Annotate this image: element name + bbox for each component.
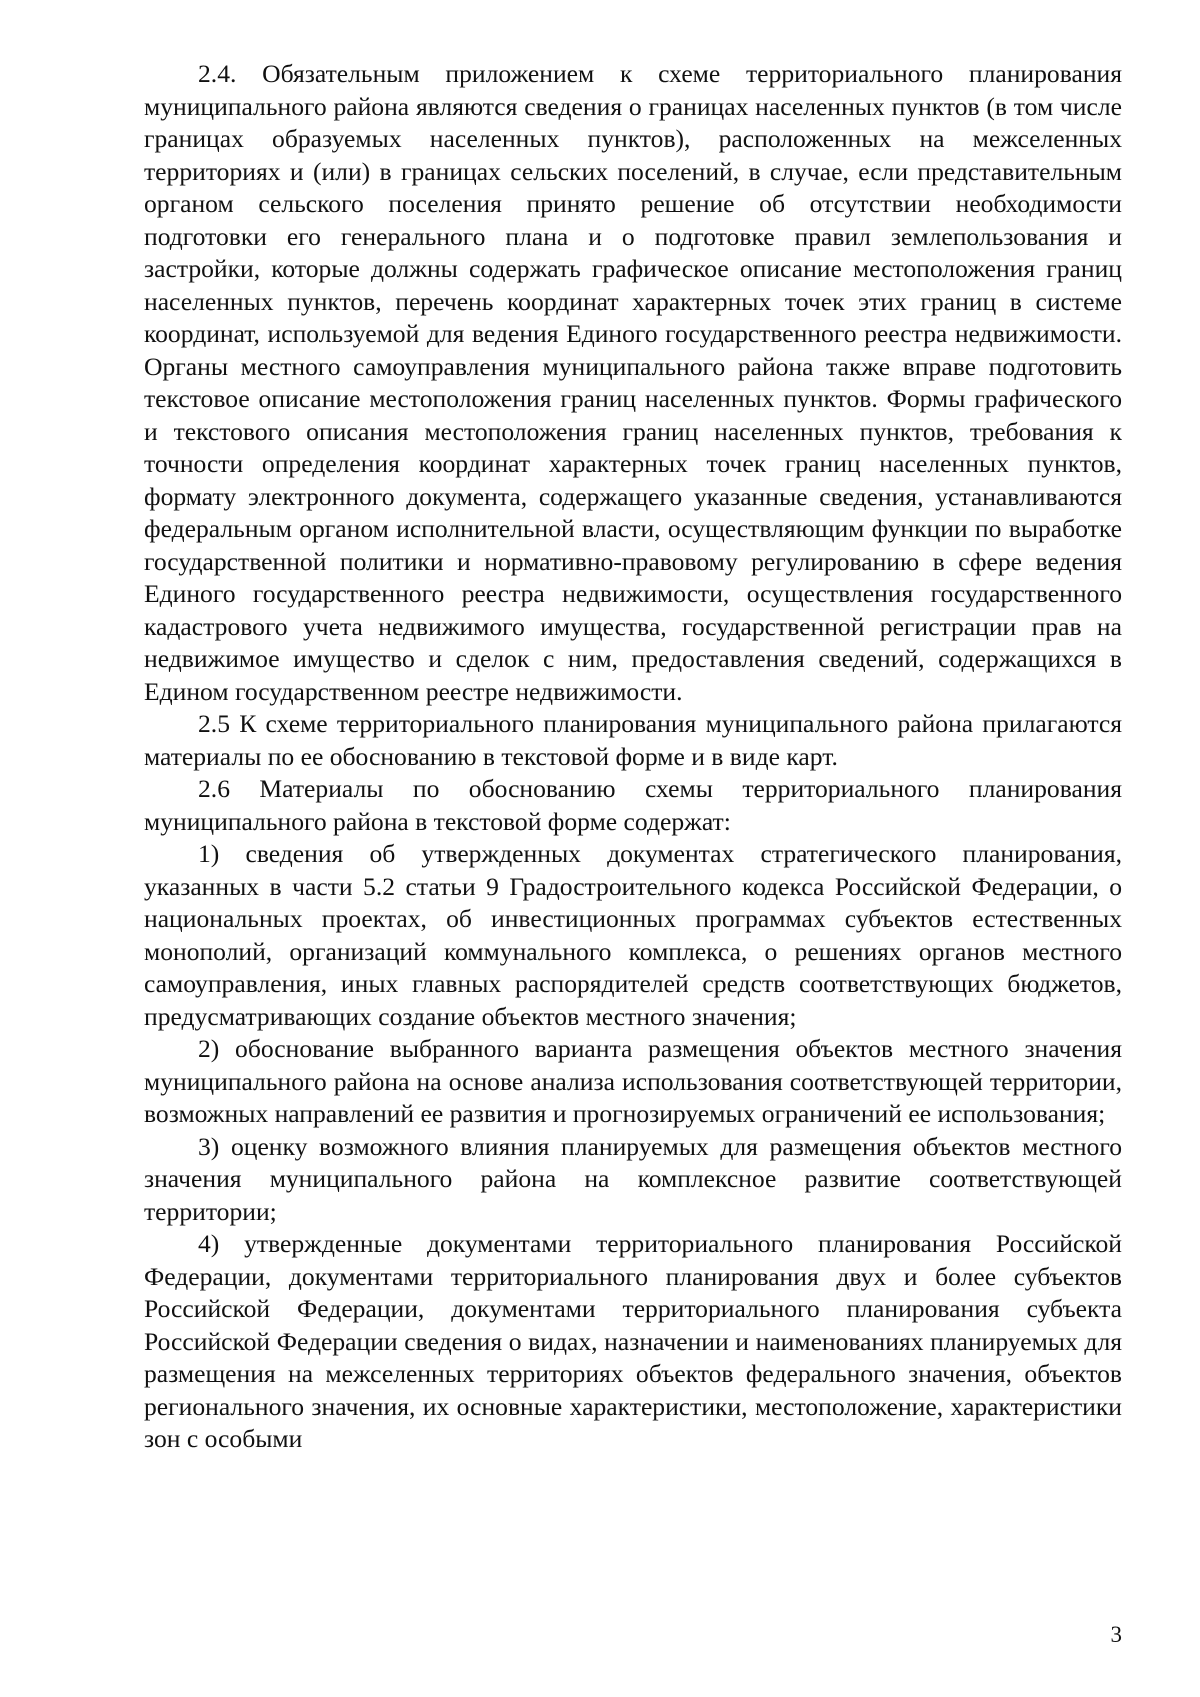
- list-item-4: 4) утвержденные документами территориального планирования Российской Федерации, документами территориального планирования двух и более субъектов Российской Федерации, документами территориального планирования субъекта Российской Федерации сведения о видах, назначении и наименованиях планируемых для размещения на межселенных территориях объектов федерального значения, объектов регионального значения, их основные характеристики, местоположение, характеристики зон с особыми: [144, 1229, 1122, 1453]
- list-item-2: 2) обоснование выбранного варианта размещения объектов местного значения муниципального района на основе анализа использования соответствующей территории, возможных направлений ее развития и прогнозируемых ограничений ее использования;: [144, 1034, 1122, 1128]
- paragraph-2-5: 2.5 К схеме территориального планирования муниципального района прилагаются материалы по ее обоснованию в текстовой форме и в виде карт.: [144, 709, 1122, 771]
- paragraph-2-4: 2.4. Обязательным приложением к схеме территориального планирования муниципального района являются сведения о границах населенных пунктов (в том числе границах образуемых населенных пунктов), расположенных на межселенных территориях и (или) в границах сельских поселений, в случае, если представительным органом сельского поселения принято решение об отсутствии необходимости подготовки его генерального плана и о подготовке правил землепользования и застройки, которые должны содержать графическое описание местоположения границ населенных пунктов, перечень координат характерных точек этих границ в системе координат, используемой для ведения Единого государственного реестра недвижимости. Органы местного самоуправления муниципального района также вправе подготовить текстовое описание местоположения границ населенных пунктов. Формы графического и текстового описания местоположения границ населенных пунктов, требования к точности определения координат характерных точек границ населенных пунктов, формату электронного документа, содержащего указанные сведения, устанавливаются федеральным органом исполнительной власти, осуществляющим функции по выработке государственной политики и нормативно-правовому регулированию в сфере ведения Единого государственного реестра недвижимости, осуществления государственного кадастрового учета недвижимого имущества, государственной регистрации прав на недвижимое имущество и сделок с ним, предоставления сведений, содержащихся в Едином государственном реестре недвижимости.: [144, 59, 1122, 706]
- paragraph-2-6: 2.6 Материалы по обоснованию схемы территориального планирования муниципального района в текстовой форме содержат:: [144, 774, 1122, 836]
- document-body: [144, 58, 1122, 1456]
- list-item-3: 3) оценку возможного влияния планируемых для размещения объектов местного значения муниципального района на комплексное развитие соответствующей территории;: [144, 1131, 1122, 1226]
- page-number: 3: [1110, 1622, 1122, 1647]
- list-item-1: 1) сведения об утвержденных документах стратегического планирования, указанных в части 5.2 статьи 9 Градостроительного кодекса Российской Федерации, о национальных проектах, об инвестиционных программах субъектов естественных монополий, организаций коммунального комплекса, о решениях органов местного самоуправления, иных главных распорядителей средств соответствующих бюджетов, предусматривающих создание объектов местного значения;: [144, 839, 1122, 1031]
